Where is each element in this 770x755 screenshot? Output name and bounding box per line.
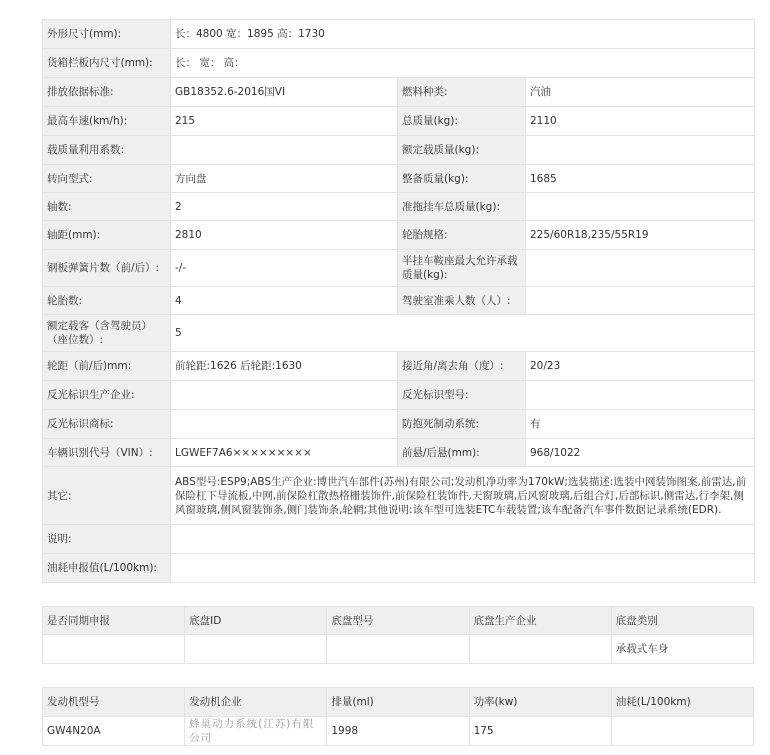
spec-label: 货箱栏板内尺寸(mm): [43,49,171,78]
spec-label-2: 前悬/后悬(mm): [398,439,526,467]
chassis-cell-id [185,635,327,664]
spec-value: ABS型号:ESP9;ABS生产企业:博世汽车部件(苏州)有限公司;发动机净功率为170kW;选装描述:选装中网装饰图案,前雷达,前保险杠下导流板,中网,前保险杠散热格栅装饰件,前保险杠装饰件,天窗玻璃,后风窗玻璃,后组合灯,后部标识,侧雷达,行李架,侧风窗玻璃,侧风窗装饰条,侧门装饰条,轮辋;其他说明:该车型可选装ETC车载装置;该车配备汽车事件数据记录系统(EDR). [171,467,755,525]
spec-value [171,554,755,583]
spec-label: 轴数: [43,193,171,221]
spec-value: LGWEF7A6××××××××× [171,439,398,467]
spec-row [43,525,755,554]
engine-cell-maker: 蜂巢动力系统(江苏)有限公司 [185,717,327,746]
spec-label: 载质量利用系数: [43,136,171,165]
engine-header-model: 发动机型号 [43,688,185,717]
engine-header-power: 功率(kw) [469,688,611,717]
spec-row [43,467,755,525]
spec-row [43,165,755,193]
engine-cell-power: 175 [469,717,611,746]
spec-row [43,136,755,165]
spec-label: 额定载客（含驾驶员）（座位数）: [43,315,171,352]
spec-label: 轮胎数: [43,287,171,315]
spec-label: 转向型式: [43,165,171,193]
spec-value-2 [526,381,755,410]
spec-label: 其它: [43,467,171,525]
spec-value [171,410,398,439]
chassis-header-maker: 底盘生产企业 [469,607,611,635]
spec-label-2: 总质量(kg): [398,107,526,136]
spec-row [43,193,755,221]
spec-row [43,554,755,583]
spec-label: 说明: [43,525,171,554]
spec-label: 反光标识商标: [43,410,171,439]
chassis-cell-type: 承载式车身 [611,635,753,664]
chassis-cell-maker [469,635,611,664]
spec-row [43,250,755,287]
spec-row [43,315,755,352]
spec-value: 前轮距:1626 后轮距:1630 [171,352,398,381]
spec-label: 最高车速(km/h): [43,107,171,136]
spec-value-2: 2110 [526,107,755,136]
chassis-header-model: 底盘型号 [327,607,469,635]
spec-label-2: 轮胎规格: [398,221,526,250]
spec-value: 长：4800 宽：1895 高：1730 [171,20,755,49]
vehicle-spec-table [42,19,755,583]
spec-value [171,381,398,410]
spec-row [43,78,755,107]
engine-header-consumption: 油耗(L/100km) [611,688,753,717]
spec-row [43,352,755,381]
engine-table [42,687,754,746]
spec-row [43,381,755,410]
spec-value-2: 1685 [526,165,755,193]
spec-row [43,439,755,467]
spec-value-2: 汽油 [526,78,755,107]
spec-value: 长： 宽： 高： [171,49,755,78]
spec-row [43,49,755,78]
chassis-cell-sync [43,635,185,664]
spec-value-2: 968/1022 [526,439,755,467]
spec-value-2 [526,250,755,287]
spec-value: 2 [171,193,398,221]
spec-row [43,20,755,49]
spec-label-2: 反光标识型号: [398,381,526,410]
spec-label-2: 接近角/离去角（度）: [398,352,526,381]
spec-label-2: 驾驶室准乘人数（人）: [398,287,526,315]
spec-value-2 [526,136,755,165]
spec-label-2: 燃料种类: [398,78,526,107]
chassis-cell-model [327,635,469,664]
spec-label-2: 防抱死制动系统: [398,410,526,439]
spec-label: 轴距(mm): [43,221,171,250]
spec-label: 轮距（前/后)mm: [43,352,171,381]
spec-label-2: 整备质量(kg): [398,165,526,193]
spec-value-2 [526,287,755,315]
spec-row [43,107,755,136]
spec-value: 5 [171,315,755,352]
spec-label-2: 准拖挂车总质量(kg): [398,193,526,221]
spec-label: 钢板弹簧片数（前/后）: [43,250,171,287]
spec-value: -/- [171,250,398,287]
chassis-header-sync: 是否同期申报 [43,607,185,635]
spec-value: 2810 [171,221,398,250]
spec-value: 方向盘 [171,165,398,193]
spec-label-2: 半挂车鞍座最大允许承载质量(kg): [398,250,526,287]
engine-cell-displacement: 1998 [327,717,469,746]
chassis-header-id: 底盘ID [185,607,327,635]
spec-value-2 [526,193,755,221]
engine-cell-model: GW4N20A [43,717,185,746]
spec-label: 反光标识生产企业: [43,381,171,410]
spec-value-2: 225/60R18,235/55R19 [526,221,755,250]
engine-cell-consumption [611,717,753,746]
chassis-header-type: 底盘类别 [611,607,753,635]
spec-value-2: 有 [526,410,755,439]
spec-value: 4 [171,287,398,315]
spec-value [171,525,755,554]
engine-header-displacement: 排量(ml) [327,688,469,717]
spec-value: GB18352.6-2016国VI [171,78,398,107]
spec-label: 排放依据标准: [43,78,171,107]
spec-label: 外形尺寸(mm): [43,20,171,49]
spec-label: 车辆识别代号（VIN）: [43,439,171,467]
spec-value [171,136,398,165]
spec-row [43,221,755,250]
spec-value-2: 20/23 [526,352,755,381]
chassis-table [42,606,754,664]
spec-label-2: 额定载质量(kg): [398,136,526,165]
spec-row [43,287,755,315]
engine-header-maker: 发动机企业 [185,688,327,717]
spec-value: 215 [171,107,398,136]
spec-row [43,410,755,439]
spec-label: 油耗申报值(L/100km): [43,554,171,583]
